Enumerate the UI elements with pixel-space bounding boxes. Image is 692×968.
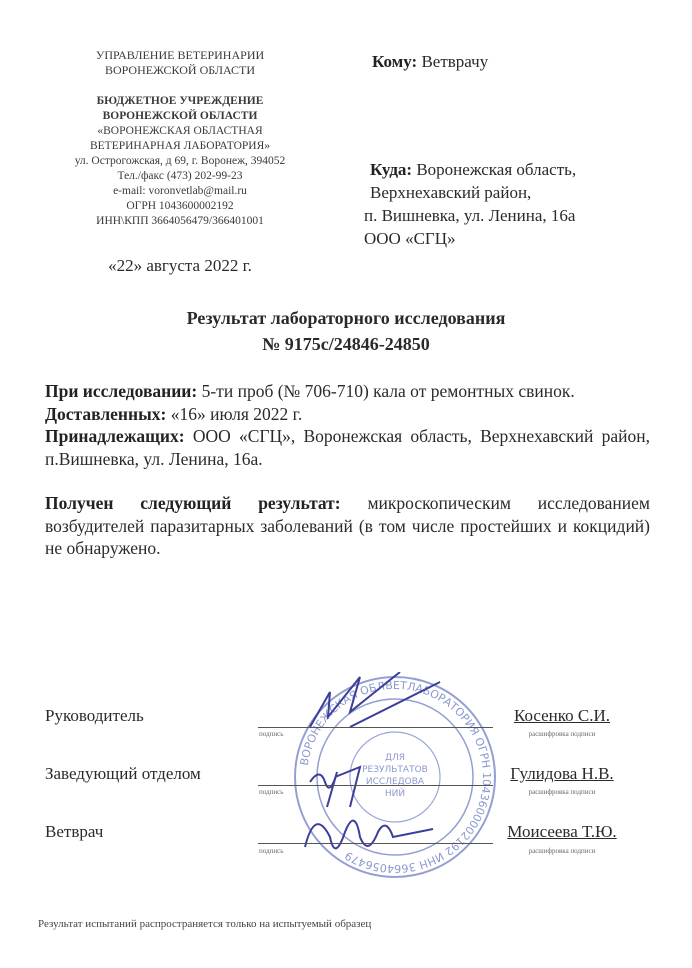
- signature-caption: подпись: [259, 847, 284, 855]
- address-line: п. Вишневка, ул. Ленина, 16а: [364, 206, 576, 225]
- title-line: Результат лабораторного исследования: [186, 308, 506, 328]
- signature-role: Ветврач: [45, 822, 104, 841]
- svg-text:ДЛЯ: ДЛЯ: [384, 753, 406, 763]
- signature-line: [258, 843, 493, 844]
- svg-text:ВОРОНЕЖСКАЯ ОБЛВЕТЛАБОРАТОРИЯ: ВОРОНЕЖСКАЯ ОБЛВЕТЛАБОРАТОРИЯ ОГРН 1043600002192 ИНН 3664056479: [297, 678, 494, 876]
- delivered-label: Доставленных:: [45, 403, 167, 424]
- recipient-address: [364, 158, 576, 250]
- result-value: микроскопическим исследованием возбудителей паразитарных заболеваний (в том числе простейших и кокцидий) не обнаружено.: [45, 493, 650, 558]
- study-value: 5-ти проб (№ 706-710) кала от ремонтных свинок.: [201, 381, 575, 401]
- department-line: ВОРОНЕЖСКОЙ ОБЛАСТИ: [104, 63, 256, 77]
- owner-paragraph: [45, 425, 650, 470]
- recipient-to: [372, 52, 488, 72]
- document-title: [0, 305, 692, 357]
- signer-name: Косенко С.И.: [513, 706, 611, 725]
- document-number: № 9175с/24846-24850: [262, 334, 430, 354]
- org-name-line: «ВОРОНЕЖСКАЯ ОБЛАСТНАЯ: [97, 125, 263, 137]
- to-label: Кому:: [372, 52, 418, 71]
- address-line: ООО «СГЦ»: [364, 229, 456, 248]
- to-value: Ветврачу: [421, 52, 489, 71]
- organization-line: ВОРОНЕЖСКОЙ ОБЛАСТИ: [102, 110, 258, 122]
- document-date: «22» августа 2022 г.: [108, 256, 252, 275]
- signature-role: Руководитель: [45, 706, 144, 725]
- footer-note: Результат испытаний распространяется только на испытуемый образец: [38, 918, 372, 930]
- result-paragraph: [45, 492, 650, 560]
- owner-value: ООО «СГЦ», Воронежская область, Верхнехавский район, п.Вишневка, ул. Ленина, 16а.: [45, 426, 650, 469]
- org-name-line: ВЕТЕРИНАРНАЯ ЛАБОРАТОРИЯ»: [89, 140, 271, 152]
- signer-name-caption: расшифровка подписи: [528, 788, 596, 796]
- email: e-mail: voronvetlab@mail.ru: [113, 185, 247, 197]
- address: ул. Острогожская, д 69, г. Воронеж, 394052: [74, 155, 286, 167]
- delivered-paragraph: [45, 403, 650, 426]
- signature-line: [258, 785, 493, 786]
- phone: Тел./факс (473) 202-99-23: [117, 170, 243, 182]
- organization-line: БЮДЖЕТНОЕ УЧРЕЖДЕНИЕ: [96, 95, 264, 107]
- inn-kpp: ИНН\КПП 3664056479/366401001: [96, 215, 264, 227]
- signer-name: Моисеева Т.Ю.: [507, 822, 617, 841]
- signer-name-caption: расшифровка подписи: [528, 847, 596, 855]
- address-line: Верхнехавский район,: [370, 183, 532, 202]
- document-body: [45, 380, 650, 560]
- svg-text:ИССЛЕДОВА: ИССЛЕДОВА: [365, 777, 425, 787]
- organization-stamp: [290, 672, 500, 882]
- owner-label: Принадлежащих:: [45, 426, 185, 446]
- signer-name-caption: расшифровка подписи: [528, 730, 596, 738]
- svg-text:РЕЗУЛЬТАТОВ: РЕЗУЛЬТАТОВ: [362, 765, 428, 775]
- signature-line: [258, 727, 493, 728]
- study-label: При исследовании:: [45, 381, 198, 401]
- letterhead: [20, 48, 340, 229]
- signature-caption: подпись: [259, 730, 284, 738]
- signature-caption: подпись: [259, 788, 284, 796]
- department-line: УПРАВЛЕНИЕ ВЕТЕРИНАРИИ: [95, 48, 265, 62]
- signature-role: Заведующий отделом: [45, 764, 201, 783]
- study-paragraph: [45, 380, 650, 403]
- ogrn: ОГРН 1043600002192: [126, 200, 234, 212]
- handwritten-signatures: [305, 672, 440, 848]
- svg-text:НИЙ: НИЙ: [384, 789, 406, 799]
- signer-name: Гулидова Н.В.: [510, 764, 614, 783]
- result-label: Получен следующий результат:: [45, 493, 341, 513]
- delivered-value: «16» июля 2022 г.: [170, 403, 303, 424]
- where-label: Куда:: [370, 160, 413, 179]
- address-line: Воронежская область,: [416, 160, 577, 179]
